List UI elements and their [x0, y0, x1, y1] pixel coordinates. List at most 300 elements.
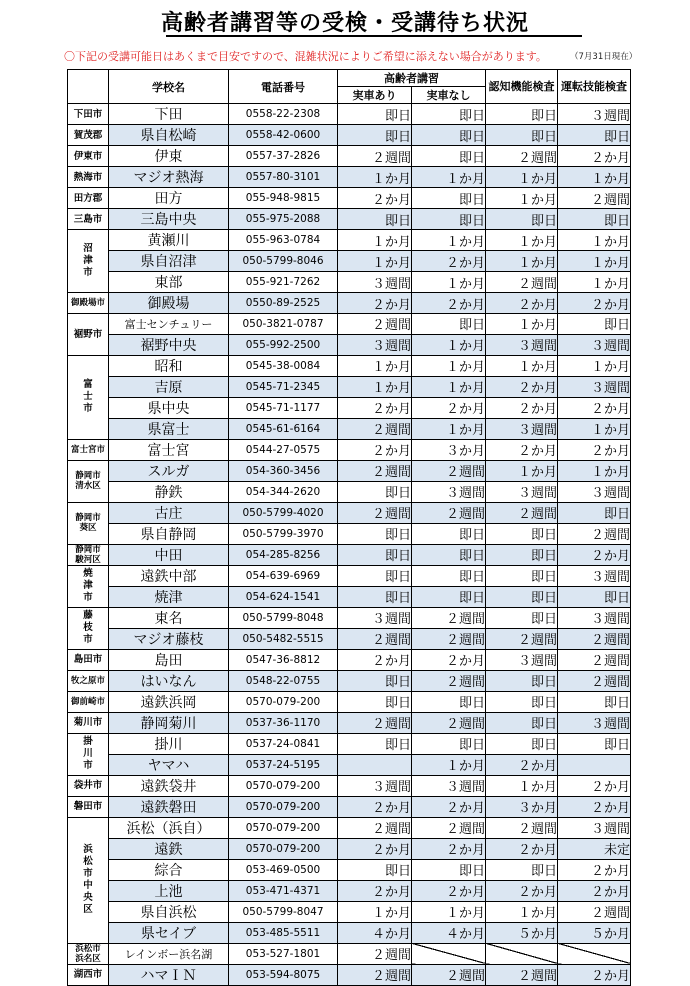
koushu-jissha-ari-value: ２週間	[338, 943, 412, 964]
phone-number: 050-5799-8048	[229, 607, 338, 628]
phone-number: 0545-71-2345	[229, 376, 338, 397]
koushu-jissha-nashi-value: 即日	[412, 188, 486, 209]
ninchi-value: 即日	[486, 859, 558, 880]
table-row	[68, 418, 631, 439]
city-label: 静岡市 葵区	[68, 502, 109, 544]
school-name: 遠鉄袋井	[109, 775, 229, 796]
koushu-jissha-ari-value: ２週間	[338, 964, 412, 985]
unten-value: ３週間	[558, 712, 631, 733]
phone-number: 055-975-2088	[229, 209, 338, 230]
koushu-jissha-ari-value: ２週間	[338, 712, 412, 733]
koushu-jissha-nashi-value: 即日	[412, 104, 486, 125]
city-label: 袋井市	[68, 775, 109, 796]
ninchi-value: ２か月	[486, 397, 558, 418]
ninchi-value: ２か月	[486, 880, 558, 901]
city-label: 熱海市	[68, 167, 109, 188]
ninchi-value: １か月	[486, 775, 558, 796]
koushu-jissha-nashi-value: ２週間	[412, 628, 486, 649]
school-name: マジオ藤枝	[109, 628, 229, 649]
ninchi-value: 即日	[486, 733, 558, 754]
phone-number: 050-3821-0787	[229, 314, 338, 335]
school-name: 裾野中央	[109, 334, 229, 355]
phone-number: 050-5799-8046	[229, 251, 338, 272]
koushu-jissha-nashi-value: ２週間	[412, 817, 486, 838]
school-name: 浜松（浜自）	[109, 817, 229, 838]
school-name: 県富士	[109, 418, 229, 439]
school-name: 昭和	[109, 355, 229, 376]
school-name: 島田	[109, 649, 229, 670]
table-row	[68, 586, 631, 607]
phone-number: 0537-24-5195	[229, 754, 338, 775]
koushu-jissha-ari-value: １か月	[338, 901, 412, 922]
unten-value: ２か月	[558, 880, 631, 901]
corner-header	[68, 70, 109, 104]
phone-number: 0537-24-0841	[229, 733, 338, 754]
table-row	[68, 188, 631, 209]
unten-value: ３週間	[558, 334, 631, 355]
unten-value: ２週間	[558, 628, 631, 649]
unten-value: 即日	[558, 314, 631, 335]
table-row	[68, 481, 631, 502]
koushu-jissha-nashi-value: 即日	[412, 209, 486, 230]
jissha-ari-header: 実車あり	[338, 87, 412, 104]
koushu-jissha-ari-value: 即日	[338, 125, 412, 146]
school-name: 古庄	[109, 502, 229, 523]
school-name: 御殿場	[109, 293, 229, 314]
koushu-jissha-nashi-value: ３か月	[412, 439, 486, 460]
ninchi-value: ２週間	[486, 146, 558, 167]
table-row	[68, 272, 631, 293]
phone-number: 0570-079-200	[229, 775, 338, 796]
phone-number: 050-5799-8047	[229, 901, 338, 922]
table-row	[68, 125, 631, 146]
school-name: 遠鉄中部	[109, 565, 229, 586]
city-label: 湖西市	[68, 964, 109, 985]
phone-number: 054-624-1541	[229, 586, 338, 607]
koushu-jissha-nashi-value: １か月	[412, 376, 486, 397]
table-row	[68, 230, 631, 251]
koushu-jissha-nashi-value: ２か月	[412, 838, 486, 859]
koushu-jissha-nashi-value: 即日	[412, 146, 486, 167]
koushu-jissha-ari-value	[338, 754, 412, 775]
koushu-jissha-ari-value: ２か月	[338, 188, 412, 209]
phone-number: 0570-079-200	[229, 796, 338, 817]
koushu-jissha-ari-value: ２週間	[338, 628, 412, 649]
school-name: 県自松崎	[109, 125, 229, 146]
koushu-jissha-ari-value: ２週間	[338, 314, 412, 335]
koushu-jissha-nashi-value: 即日	[412, 733, 486, 754]
koushu-jissha-nashi-value: 即日	[412, 586, 486, 607]
table-row	[68, 104, 631, 125]
ninchi-value: １か月	[486, 188, 558, 209]
ninchi-value: １か月	[486, 251, 558, 272]
table-row	[68, 167, 631, 188]
ninchi-value: １か月	[486, 901, 558, 922]
school-name: 遠鉄浜岡	[109, 691, 229, 712]
koushu-jissha-nashi-value: ２か月	[412, 293, 486, 314]
unten-value: 即日	[558, 586, 631, 607]
city-label: 掛 川 市	[68, 733, 109, 775]
table-row	[68, 544, 631, 565]
koushu-jissha-ari-value: ４か月	[338, 922, 412, 943]
phone-number: 053-471-4371	[229, 880, 338, 901]
school-name: マジオ熱海	[109, 167, 229, 188]
unten-value: １か月	[558, 251, 631, 272]
school-name: 県自沼津	[109, 251, 229, 272]
unten-value: 即日	[558, 691, 631, 712]
city-label: 島田市	[68, 649, 109, 670]
koushu-jissha-nashi-value: ４か月	[412, 922, 486, 943]
unten-value: ２週間	[558, 188, 631, 209]
koushu-jissha-ari-value: ２週間	[338, 460, 412, 481]
ninchi-value: ３週間	[486, 481, 558, 502]
table-row	[68, 293, 631, 314]
unten-value: ３週間	[558, 104, 631, 125]
ninchi-value: １か月	[486, 230, 558, 251]
koushu-jissha-nashi-value: ２週間	[412, 502, 486, 523]
table-row	[68, 691, 631, 712]
school-name: 焼津	[109, 586, 229, 607]
koushu-jissha-ari-value: 即日	[338, 104, 412, 125]
city-label: 藤 枝 市	[68, 607, 109, 649]
koushu-jissha-ari-value: 即日	[338, 733, 412, 754]
table-row	[68, 460, 631, 481]
unten-value: ２か月	[558, 397, 631, 418]
phone-number: 053-485-5511	[229, 922, 338, 943]
school-name: はいなん	[109, 670, 229, 691]
koushu-jissha-ari-value: ２週間	[338, 418, 412, 439]
city-label: 三島市	[68, 209, 109, 230]
koushu-jissha-nashi-value: 即日	[412, 314, 486, 335]
ninchi-value: 即日	[486, 712, 558, 733]
ninchi-value: 即日	[486, 104, 558, 125]
phone-number: 055-963-0784	[229, 230, 338, 251]
koushu-jissha-ari-value: １か月	[338, 167, 412, 188]
phone-number: 0545-71-1177	[229, 397, 338, 418]
unten-value: ２か月	[558, 293, 631, 314]
unten-value: ３週間	[558, 817, 631, 838]
school-header: 学校名	[109, 70, 229, 104]
koushu-jissha-ari-value: 即日	[338, 481, 412, 502]
unten-value	[558, 943, 631, 964]
koushu-jissha-nashi-value: ２か月	[412, 397, 486, 418]
koushu-jissha-nashi-value: ３週間	[412, 481, 486, 502]
table-row	[68, 397, 631, 418]
koushu-jissha-nashi-value: 即日	[412, 544, 486, 565]
city-label: 浜 松 市 中 央 区	[68, 817, 109, 943]
city-label: 牧之原市	[68, 670, 109, 691]
school-name: 富士宮	[109, 439, 229, 460]
school-name: 伊東	[109, 146, 229, 167]
koushu-jissha-ari-value: １か月	[338, 355, 412, 376]
ninchi-value: １か月	[486, 314, 558, 335]
city-label: 賀茂郡	[68, 125, 109, 146]
table-row	[68, 314, 631, 335]
city-label: 下田市	[68, 104, 109, 125]
unten-value: ２か月	[558, 796, 631, 817]
table-row	[68, 943, 631, 964]
notice-text: 〇下記の受講可能日はあくまで目安ですので、混雑状況によりご希望に添えない場合があります。	[64, 50, 547, 63]
as-of-date: （7月31日現在）	[570, 52, 638, 62]
school-name: 掛川	[109, 733, 229, 754]
unten-value: ２か月	[558, 964, 631, 985]
ninchi-value: ２か月	[486, 439, 558, 460]
phone-number: 0548-22-0755	[229, 670, 338, 691]
unten-value: 即日	[558, 209, 631, 230]
school-name: 富士センチュリー	[109, 314, 229, 335]
city-label: 富 士 市	[68, 355, 109, 439]
city-label: 御殿場市	[68, 293, 109, 314]
table-row	[68, 733, 631, 754]
ninchi-value: １か月	[486, 460, 558, 481]
koushu-jissha-ari-value: １か月	[338, 376, 412, 397]
unten-value: ３週間	[558, 607, 631, 628]
koushu-jissha-nashi-value	[412, 943, 486, 964]
koushu-jissha-ari-value: １か月	[338, 251, 412, 272]
koushu-jissha-nashi-value: １か月	[412, 334, 486, 355]
unten-value: ２か月	[558, 775, 631, 796]
koushu-jissha-nashi-value: １か月	[412, 754, 486, 775]
city-label: 静岡市 駿河区	[68, 544, 109, 565]
school-name: 静岡菊川	[109, 712, 229, 733]
koushu-jissha-ari-value: 即日	[338, 523, 412, 544]
school-name: ヤマハ	[109, 754, 229, 775]
koushu-jissha-ari-value: ３週間	[338, 775, 412, 796]
phone-number: 0570-079-200	[229, 691, 338, 712]
ninchi-value: ２か月	[486, 754, 558, 775]
ninchi-value: ２週間	[486, 817, 558, 838]
city-label: 裾野市	[68, 314, 109, 356]
phone-number: 053-469-0500	[229, 859, 338, 880]
unten-value: ２か月	[558, 859, 631, 880]
phone-number: 050-5799-3970	[229, 523, 338, 544]
unten-value: １か月	[558, 230, 631, 251]
ninchi-value: ２週間	[486, 272, 558, 293]
table-row	[68, 838, 631, 859]
city-label: 御前崎市	[68, 691, 109, 712]
koushu-jissha-ari-value: 即日	[338, 670, 412, 691]
unten-value: ２週間	[558, 670, 631, 691]
ninchi-value: 即日	[486, 607, 558, 628]
table-row	[68, 880, 631, 901]
phone-number: 0537-36-1170	[229, 712, 338, 733]
koushu-jissha-ari-value: ２週間	[338, 146, 412, 167]
school-name: 中田	[109, 544, 229, 565]
ninchi-value: ２週間	[486, 628, 558, 649]
phone-number: 054-285-8256	[229, 544, 338, 565]
table-row	[68, 439, 631, 460]
unten-value: ３週間	[558, 376, 631, 397]
school-name: 東名	[109, 607, 229, 628]
phone-header: 電話番号	[229, 70, 338, 104]
koushu-jissha-ari-value: ２か月	[338, 397, 412, 418]
city-label: 沼 津 市	[68, 230, 109, 293]
ninchi-value: 即日	[486, 125, 558, 146]
koushu-jissha-nashi-value: １か月	[412, 230, 486, 251]
ninchi-value: 即日	[486, 691, 558, 712]
koushu-jissha-nashi-value: 即日	[412, 859, 486, 880]
koushu-jissha-nashi-value: 即日	[412, 565, 486, 586]
unten-value: ２週間	[558, 523, 631, 544]
table-row	[68, 565, 631, 586]
unten-value: ３週間	[558, 565, 631, 586]
koushu-header: 高齢者講習	[338, 70, 486, 87]
phone-number: 0545-38-0084	[229, 355, 338, 376]
table-row	[68, 251, 631, 272]
phone-number: 053-527-1801	[229, 943, 338, 964]
school-name: 下田	[109, 104, 229, 125]
phone-number: 054-639-6969	[229, 565, 338, 586]
ninchi-header: 認知機能検査	[486, 70, 558, 104]
koushu-jissha-ari-value: ２か月	[338, 439, 412, 460]
school-name: ハマＩＮ	[109, 964, 229, 985]
city-label: 菊川市	[68, 712, 109, 733]
unten-value: 未定	[558, 838, 631, 859]
phone-number: 0570-079-200	[229, 817, 338, 838]
city-label: 磐田市	[68, 796, 109, 817]
table-row	[68, 859, 631, 880]
city-label: 焼 津 市	[68, 565, 109, 607]
unten-value: ２か月	[558, 146, 631, 167]
koushu-jissha-nashi-value: ２か月	[412, 649, 486, 670]
table-row	[68, 775, 631, 796]
phone-number: 0558-22-2308	[229, 104, 338, 125]
city-label: 浜松市 浜名区	[68, 943, 109, 964]
school-name: 県自浜松	[109, 901, 229, 922]
school-name: スルガ	[109, 460, 229, 481]
unten-value: １か月	[558, 167, 631, 188]
ninchi-value: ３週間	[486, 334, 558, 355]
koushu-jissha-ari-value: ３週間	[338, 272, 412, 293]
table-row	[68, 901, 631, 922]
koushu-jissha-nashi-value: １か月	[412, 272, 486, 293]
table-row	[68, 209, 631, 230]
phone-number: 0550-89-2525	[229, 293, 338, 314]
koushu-jissha-ari-value: ２か月	[338, 796, 412, 817]
unten-value: １か月	[558, 272, 631, 293]
ninchi-value: 即日	[486, 670, 558, 691]
unten-value: ３週間	[558, 481, 631, 502]
unten-header: 運転技能検査	[558, 70, 631, 104]
unten-value: ２週間	[558, 901, 631, 922]
koushu-jissha-nashi-value: 即日	[412, 523, 486, 544]
phone-number: 0547-36-8812	[229, 649, 338, 670]
koushu-jissha-ari-value: ３週間	[338, 334, 412, 355]
title-underline	[166, 35, 582, 37]
waiting-status-table	[67, 69, 631, 986]
koushu-jissha-nashi-value: １か月	[412, 418, 486, 439]
unten-value: ２か月	[558, 544, 631, 565]
ninchi-value: ２週間	[486, 502, 558, 523]
koushu-jissha-ari-value: ２か月	[338, 838, 412, 859]
phone-number: 053-594-8075	[229, 964, 338, 985]
phone-number: 0557-80-3101	[229, 167, 338, 188]
koushu-jissha-nashi-value: ２週間	[412, 964, 486, 985]
table-row	[68, 628, 631, 649]
phone-number: 055-921-7262	[229, 272, 338, 293]
koushu-jissha-ari-value: ３週間	[338, 607, 412, 628]
ninchi-value: 即日	[486, 209, 558, 230]
koushu-jissha-nashi-value: ２週間	[412, 460, 486, 481]
phone-number: 0557-37-2826	[229, 146, 338, 167]
table-row	[68, 964, 631, 985]
table-row	[68, 355, 631, 376]
table-row	[68, 146, 631, 167]
koushu-jissha-nashi-value: ２週間	[412, 607, 486, 628]
school-name: 県中央	[109, 397, 229, 418]
ninchi-value: 即日	[486, 544, 558, 565]
ninchi-value: ３週間	[486, 649, 558, 670]
unten-value: 即日	[558, 733, 631, 754]
school-name: 田方	[109, 188, 229, 209]
ninchi-value: 即日	[486, 565, 558, 586]
koushu-jissha-nashi-value: ２週間	[412, 670, 486, 691]
koushu-jissha-ari-value: 即日	[338, 586, 412, 607]
koushu-jissha-nashi-value: ２週間	[412, 712, 486, 733]
koushu-jissha-nashi-value: ２か月	[412, 880, 486, 901]
school-name: 三島中央	[109, 209, 229, 230]
page-title: 高齢者講習等の受検・受講待ち状況	[160, 11, 529, 36]
koushu-jissha-nashi-value: １か月	[412, 167, 486, 188]
koushu-jissha-nashi-value: １か月	[412, 901, 486, 922]
unten-value: １か月	[558, 355, 631, 376]
table-row	[68, 712, 631, 733]
ninchi-value: ２週間	[486, 964, 558, 985]
table-row	[68, 649, 631, 670]
unten-value: ５か月	[558, 922, 631, 943]
phone-number: 050-5799-4020	[229, 502, 338, 523]
ninchi-value: ３週間	[486, 418, 558, 439]
koushu-jissha-ari-value: 即日	[338, 544, 412, 565]
school-name: 吉原	[109, 376, 229, 397]
phone-number: 0558-42-0600	[229, 125, 338, 146]
phone-number: 055-948-9815	[229, 188, 338, 209]
koushu-jissha-ari-value: 即日	[338, 209, 412, 230]
city-label: 静岡市 清水区	[68, 460, 109, 502]
koushu-jissha-ari-value: ２週間	[338, 502, 412, 523]
table-row	[68, 922, 631, 943]
city-label: 伊東市	[68, 146, 109, 167]
school-name: 県自静岡	[109, 523, 229, 544]
phone-number: 054-344-2620	[229, 481, 338, 502]
koushu-jissha-ari-value: 即日	[338, 859, 412, 880]
koushu-jissha-nashi-value: ３週間	[412, 775, 486, 796]
school-name: 県セイブ	[109, 922, 229, 943]
koushu-jissha-ari-value: 即日	[338, 565, 412, 586]
koushu-jissha-nashi-value: １か月	[412, 355, 486, 376]
unten-value	[558, 754, 631, 775]
table-row	[68, 607, 631, 628]
ninchi-value: ３か月	[486, 796, 558, 817]
phone-number: 0544-27-0575	[229, 439, 338, 460]
ninchi-value: １か月	[486, 167, 558, 188]
city-label: 富士宮市	[68, 439, 109, 460]
koushu-jissha-ari-value: １か月	[338, 230, 412, 251]
koushu-jissha-ari-value: ２週間	[338, 817, 412, 838]
school-name: 東部	[109, 272, 229, 293]
ninchi-value: ２か月	[486, 293, 558, 314]
city-label: 田方郡	[68, 188, 109, 209]
phone-number: 0545-61-6164	[229, 418, 338, 439]
table-body	[68, 104, 631, 986]
table-row	[68, 523, 631, 544]
phone-number: 050-5482-5515	[229, 628, 338, 649]
school-name: 静鉄	[109, 481, 229, 502]
school-name: 遠鉄磐田	[109, 796, 229, 817]
koushu-jissha-ari-value: ２か月	[338, 293, 412, 314]
table-row	[68, 796, 631, 817]
table-row	[68, 376, 631, 397]
